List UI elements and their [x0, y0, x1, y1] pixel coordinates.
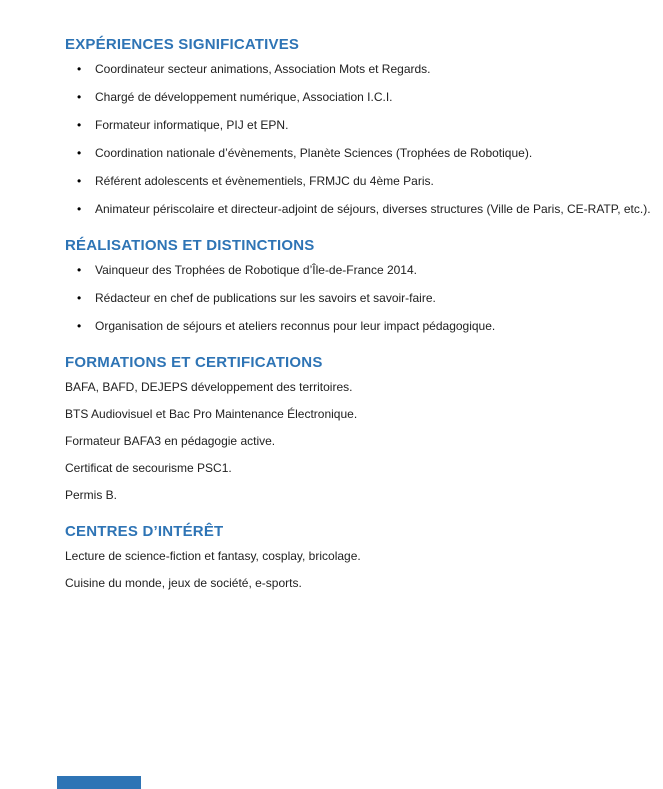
list-item — [65, 291, 652, 306]
bullet-icon: • — [77, 90, 82, 104]
experiences-list — [65, 62, 652, 217]
section-experiences — [65, 36, 652, 217]
list-item — [65, 319, 652, 334]
bullet-icon: • — [77, 202, 82, 216]
formation-line: BTS Audiovisuel et Bac Pro Maintenance Électronique. — [65, 407, 358, 421]
interet-line: Lecture de science-fiction et fantasy, cosplay, bricolage. — [65, 549, 361, 563]
formation-line: BAFA, BAFD, DEJEPS développement des territoires. — [65, 380, 353, 394]
bullet-icon: • — [77, 291, 82, 305]
list-item-text: Organisation de séjours et ateliers reconnus pour leur impact pédagogique. — [95, 319, 496, 333]
formation-line: Certificat de secourisme PSC1. — [65, 461, 232, 475]
footer-bar — [57, 776, 141, 789]
list-item — [65, 202, 652, 217]
bullet-icon: • — [77, 146, 82, 160]
formation-line: Formateur BAFA3 en pédagogie active. — [65, 434, 276, 448]
bullet-icon: • — [77, 174, 82, 188]
bullet-icon: • — [77, 319, 82, 333]
section-title-interets: CENTRES D’INTÉRÊT — [65, 523, 224, 540]
list-item-text: Vainqueur des Trophées de Robotique d’Île-de-France 2014. — [95, 263, 417, 277]
list-item — [65, 174, 652, 189]
section-realisations — [65, 237, 652, 334]
list-item — [65, 62, 652, 77]
bullet-icon: • — [77, 263, 82, 277]
section-interets — [65, 523, 652, 591]
list-item — [65, 118, 652, 133]
list-item-text: Chargé de développement numérique, Association I.C.I. — [95, 90, 393, 104]
list-item — [65, 90, 652, 105]
list-item-text: Coordinateur secteur animations, Association Mots et Regards. — [95, 62, 431, 76]
bullet-icon: • — [77, 62, 82, 76]
interet-line: Cuisine du monde, jeux de société, e-sports. — [65, 576, 302, 590]
list-item-text: Référent adolescents et évènementiels, FRMJC du 4ème Paris. — [95, 174, 434, 188]
list-item — [65, 263, 652, 278]
list-item-text: Coordination nationale d’évènements, Planète Sciences (Trophées de Robotique). — [95, 146, 533, 160]
realisations-list — [65, 263, 652, 334]
section-title-formations: FORMATIONS ET CERTIFICATIONS — [65, 354, 323, 371]
bullet-icon: • — [77, 118, 82, 132]
section-title-realisations: RÉALISATIONS ET DISTINCTIONS — [65, 237, 315, 254]
section-title-experiences: EXPÉRIENCES SIGNIFICATIVES — [65, 36, 300, 53]
list-item-text: Rédacteur en chef de publications sur les savoirs et savoir-faire. — [95, 291, 436, 305]
list-item-text: Animateur périscolaire et directeur-adjoint de séjours, diverses structures (Ville de Paris, CE-RATP, etc.). — [95, 202, 651, 216]
list-item — [65, 146, 652, 161]
formation-line: Permis B. — [65, 488, 118, 502]
list-item-text: Formateur informatique, PIJ et EPN. — [95, 118, 289, 132]
section-formations — [65, 354, 652, 503]
